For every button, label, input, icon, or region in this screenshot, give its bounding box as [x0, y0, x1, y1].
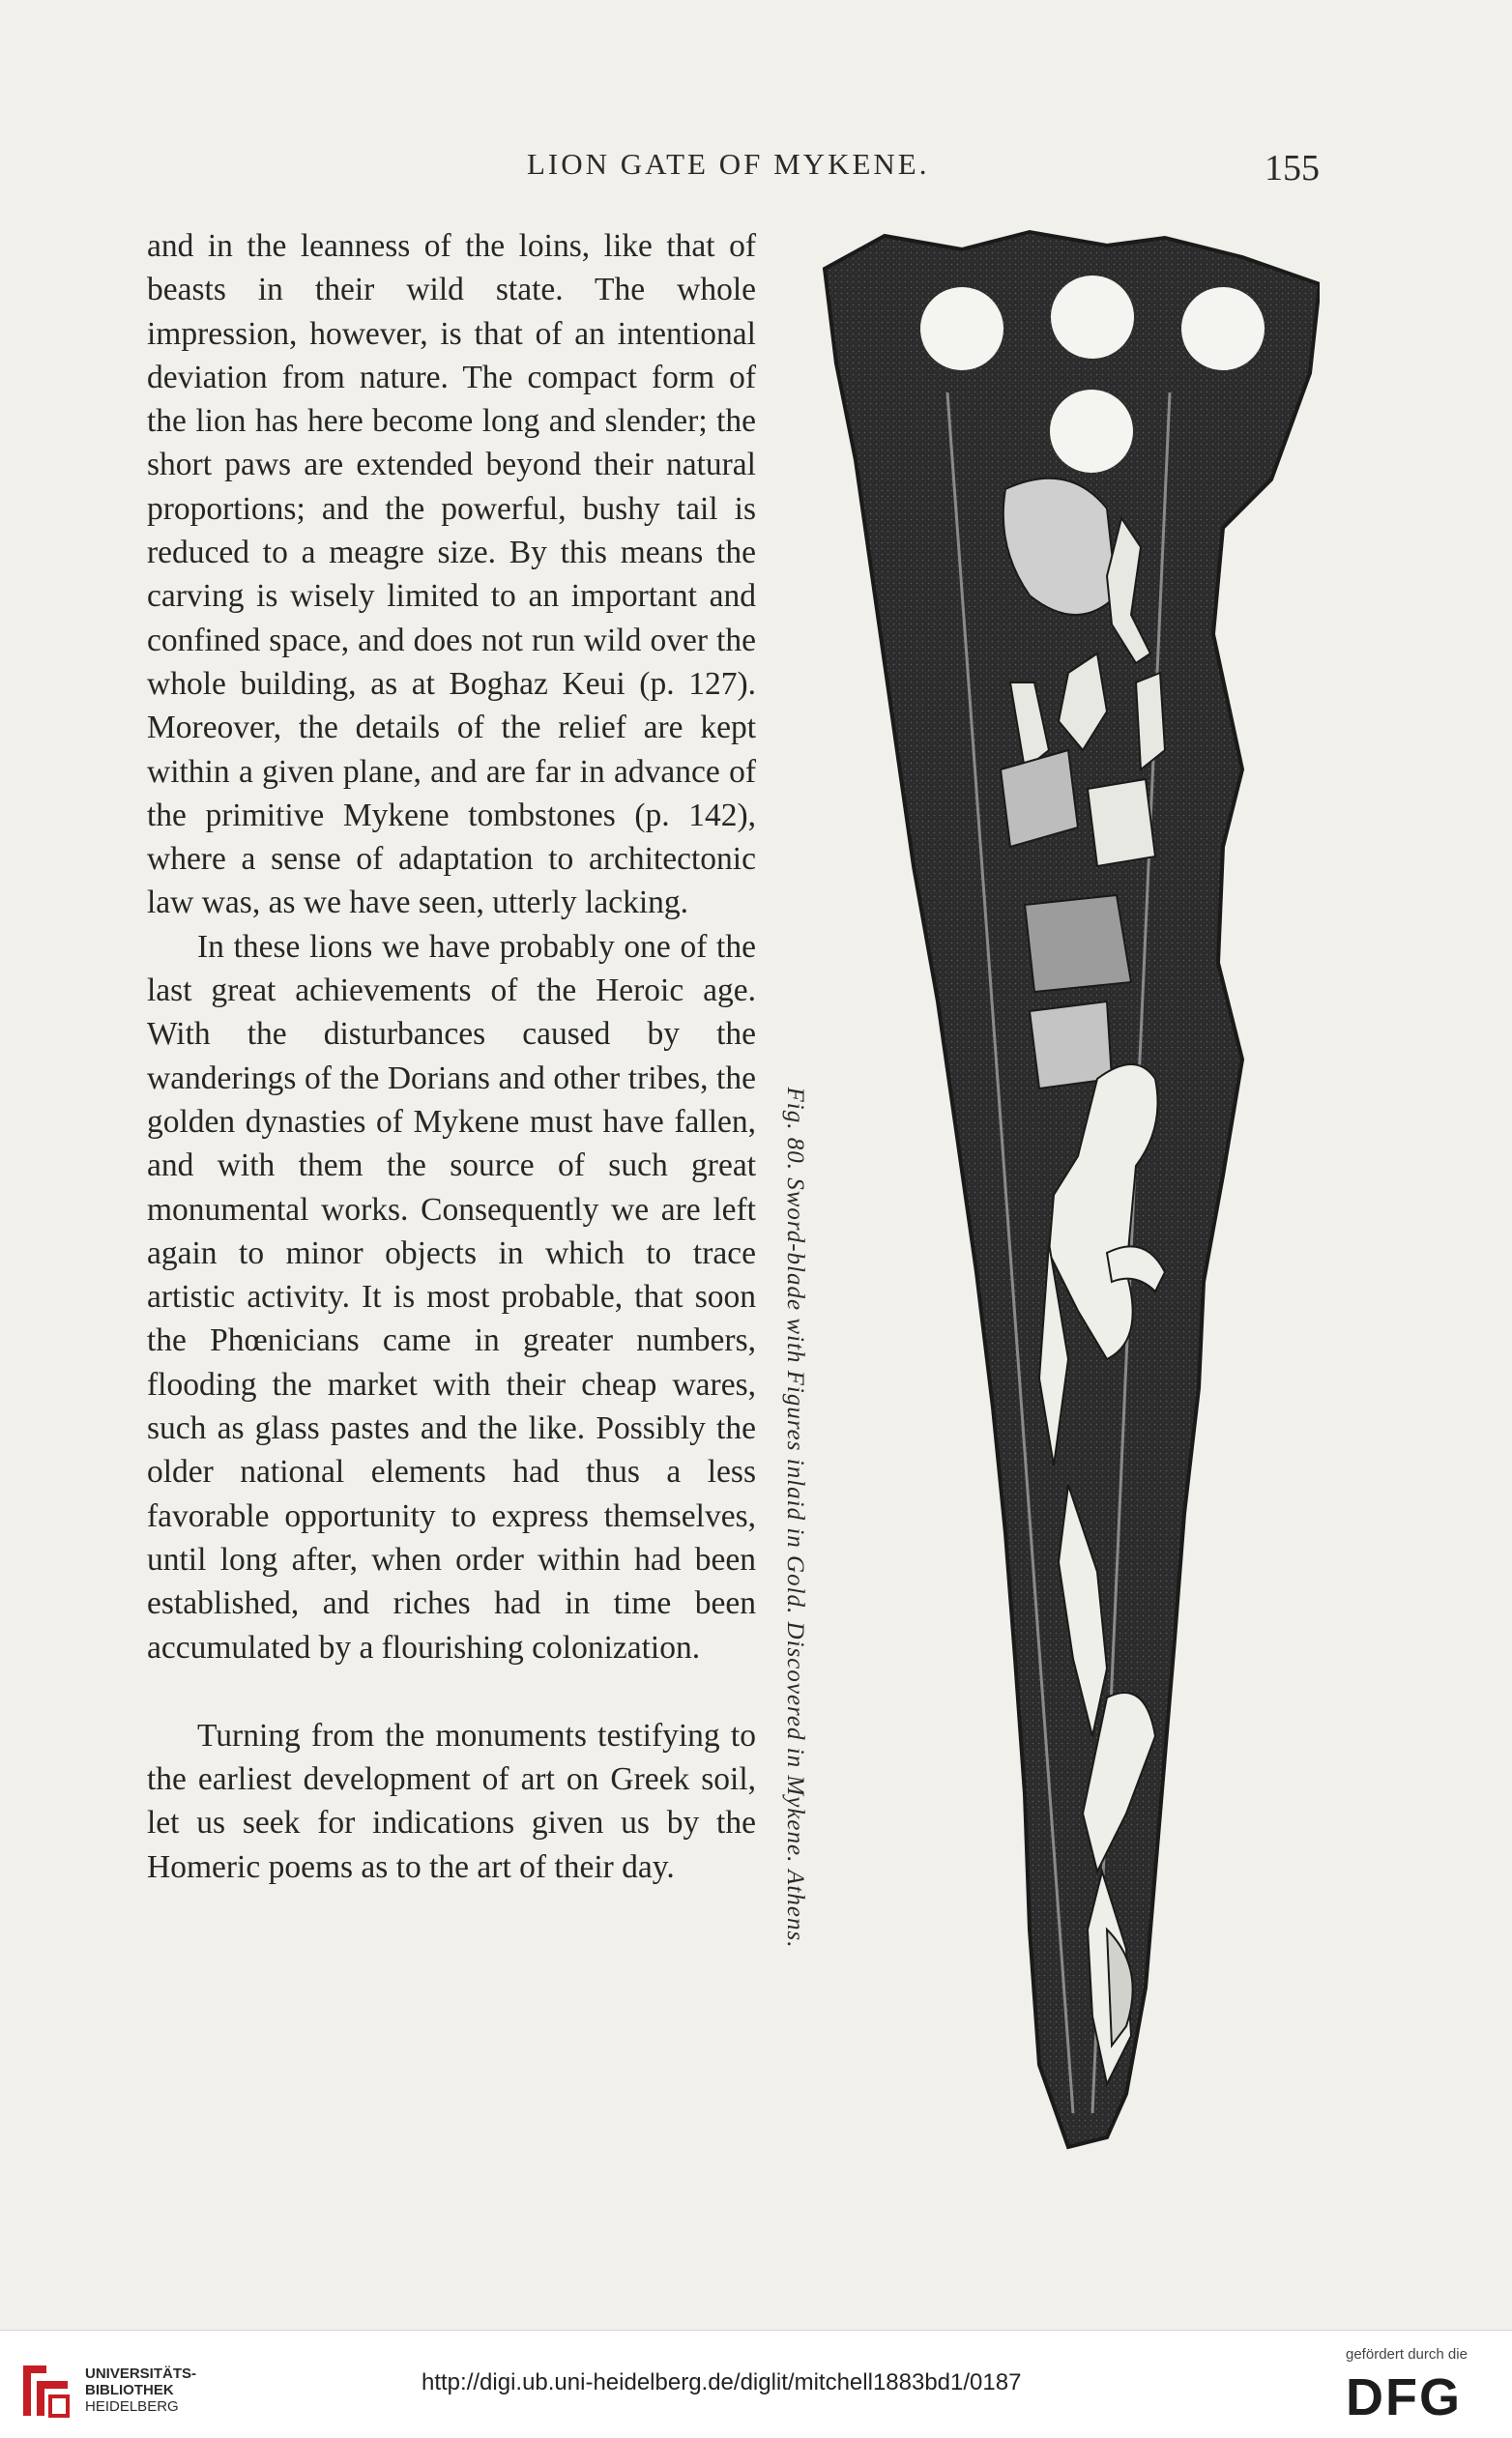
rivet-hole: [920, 287, 1003, 370]
figure-caption: Fig. 80. Sword-blade with Figures inlaid in Gold. Discovered in Mykene. Athens.: [782, 1087, 808, 1949]
library-logo-icon: [17, 2360, 73, 2422]
running-title: LION GATE OF MYKENE.: [527, 147, 930, 181]
digitization-footer: [0, 2330, 1512, 2438]
paragraph-homeric-poems: Turning from the monuments testifying to the earliest development of art on Greek soil, let us seek for indications given us by the Homeric poems as to the art of their day.: [147, 1717, 756, 1885]
sword-blade-illustration: [817, 228, 1320, 2162]
funding-label: gefördert durch die: [1346, 2346, 1468, 2363]
source-url-link[interactable]: http://digi.ub.uni-heidelberg.de/diglit/mitchell1883bd1/0187: [422, 2369, 1022, 2395]
rivet-hole: [1181, 287, 1265, 370]
page-number: 155: [1265, 148, 1320, 189]
paragraph-heroic-age: In these lions we have probably one of the last great achievements of the Heroic age. With the disturbances caused by the wanderings of the Dorians and other tribes, the golden dynasties of Mykene must have fallen, and with them the source of such great monumental works. Consequently we are left again to minor objects in which to trace artistic activity. It is most probable, that soon the Phœnicians came in greater numbers, flooding the market with their cheap wares, such as glass pastes and the like. Possibly the older national elements had thus a less favorable opportunity to express themselves, until long after, when order within had been established, and riches had in time been accumulated by a flourishing colonization.: [147, 928, 756, 1666]
rivet-hole: [1051, 276, 1134, 359]
paragraph-lion-description: and in the leanness of the loins, like that of beasts in their wild state. The whole impression, however, is that of an intentional deviation from nature. The compact form of the lion has here become long and slender; the short paws are extended beyond their natural proportions; and the powerful, bushy tail is reduced to a meagre size. By this means the carving is wisely limited to an important and confined space, and does not run wild over the whole building, as at Boghaz Keui (p. 127). Moreover, the details of the relief are kept within a given plane, and are far in advance of the primitive Mykene tombstones (p. 142), where a sense of adaptation to architectonic law was, as we have seen, utterly lacking.: [147, 228, 756, 921]
library-name: UNIVERSITÄTS- BIBLIOTHEK HEIDELBERG: [85, 2365, 197, 2415]
dfg-logo: DFG: [1346, 2368, 1462, 2426]
body-text: [147, 224, 756, 1889]
rivet-hole: [1050, 390, 1133, 473]
